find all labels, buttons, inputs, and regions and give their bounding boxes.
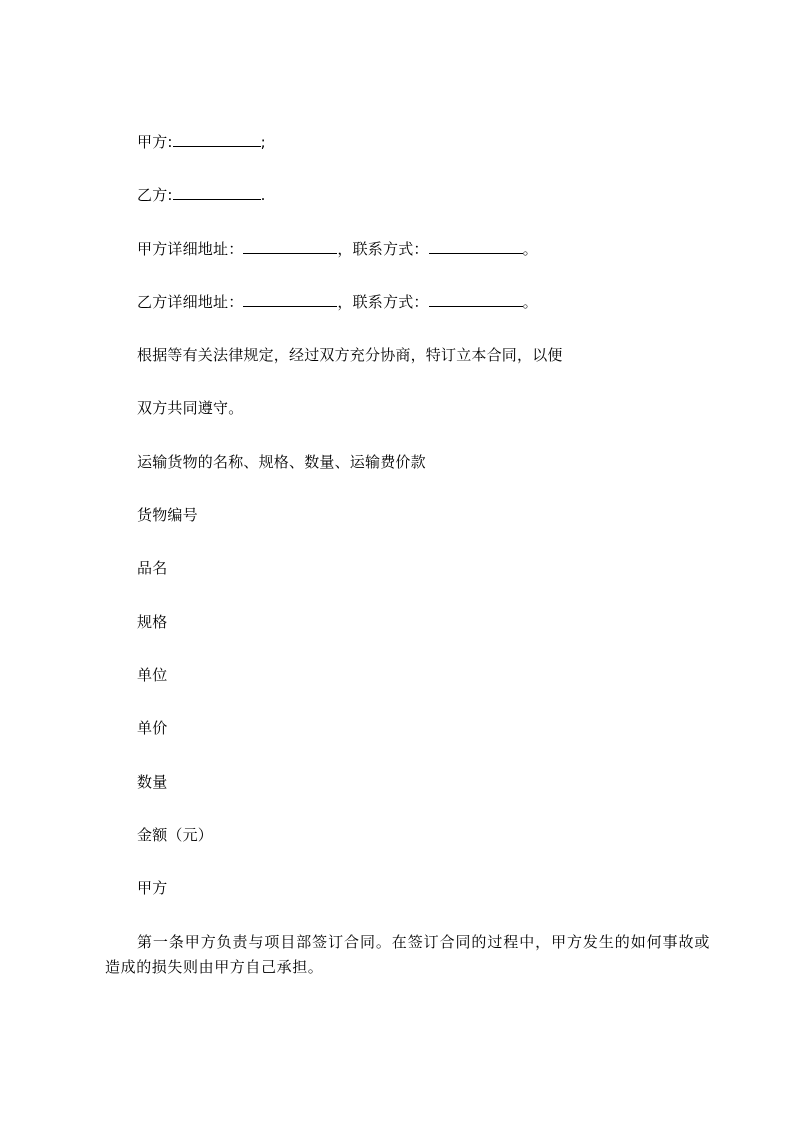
party-a-address-blank	[243, 239, 337, 254]
party-b-label: 乙方:	[137, 186, 173, 204]
party-a-blank	[173, 132, 261, 147]
party-b-blank	[173, 185, 261, 200]
intro-line-1: 根据等有关法律规定，经过双方充分协商，特订立本合同，以便	[137, 346, 563, 364]
party-b-line	[137, 185, 266, 205]
article-one: 第一条甲方负责与项目部签订合同。在签订合同的过程中，甲方发生的如何事故或造成的损失则由甲方自己承担。	[105, 933, 710, 976]
goods-field-name: 品名	[137, 559, 168, 577]
party-a-contact-blank	[429, 239, 523, 254]
party-a-contact-label: ，联系方式：	[337, 240, 429, 258]
goods-field-unit-price: 单价	[137, 719, 168, 737]
goods-field-quantity: 数量	[137, 773, 168, 791]
party-a-address-line	[137, 239, 538, 259]
goods-field-amount: 金额（元）	[137, 826, 214, 844]
party-a-address-label: 甲方详细地址：	[137, 240, 244, 258]
party-a-address-end: 。	[522, 240, 538, 258]
goods-field-spec: 规格	[137, 613, 168, 631]
party-a-line	[137, 132, 266, 152]
party-b-address-label: 乙方详细地址：	[137, 293, 244, 311]
party-b-end: .	[260, 186, 266, 204]
goods-field-unit: 单位	[137, 666, 168, 684]
party-a-end: ;	[260, 133, 266, 151]
goods-heading: 运输货物的名称、规格、数量、运输费价款	[137, 453, 426, 471]
party-b-address-line	[137, 292, 538, 312]
goods-field-party-a: 甲方	[137, 879, 168, 897]
party-b-contact-label: ，联系方式：	[337, 293, 429, 311]
party-b-contact-blank	[429, 292, 523, 307]
goods-field-number: 货物编号	[137, 506, 198, 524]
intro-line-2: 双方共同遵守。	[137, 399, 244, 417]
party-a-label: 甲方:	[137, 133, 173, 151]
party-b-address-blank	[243, 292, 337, 307]
party-b-address-end: 。	[522, 293, 538, 311]
